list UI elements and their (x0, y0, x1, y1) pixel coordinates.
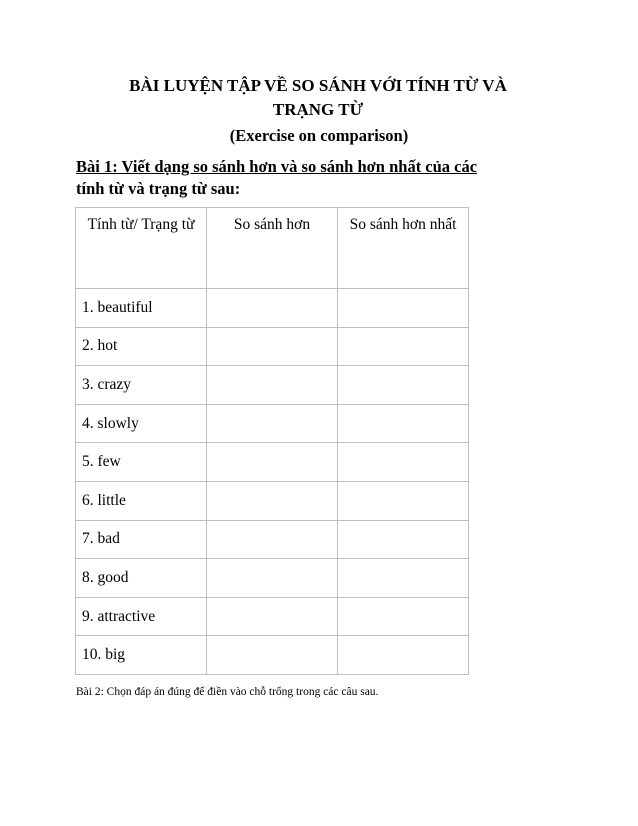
exercise-1-heading (76, 156, 546, 200)
page-title (78, 74, 558, 122)
word-cell: 5. few (76, 443, 207, 482)
title-line-2: TRẠNG TỪ (272, 100, 364, 119)
comparative-cell[interactable] (207, 636, 338, 675)
word-cell: 1. beautiful (76, 289, 207, 328)
word-cell: 8. good (76, 559, 207, 598)
table-row (76, 597, 469, 636)
word-cell: 4. slowly (76, 404, 207, 443)
exercise-1-line-2: tính từ và trạng từ sau: (76, 179, 241, 198)
word-cell: 7. bad (76, 520, 207, 559)
word-cell: 6. little (76, 481, 207, 520)
table-row (76, 559, 469, 598)
header-superlative: So sánh hơn nhất (338, 208, 469, 289)
comparative-cell[interactable] (207, 404, 338, 443)
comparative-cell[interactable] (207, 559, 338, 598)
comparative-cell[interactable] (207, 481, 338, 520)
comparative-cell[interactable] (207, 289, 338, 328)
superlative-cell[interactable] (338, 327, 469, 366)
superlative-cell[interactable] (338, 597, 469, 636)
header-adjective: Tính từ/ Trạng từ (76, 208, 207, 289)
table-row (76, 366, 469, 405)
comparative-cell[interactable] (207, 443, 338, 482)
comparison-table (75, 207, 469, 675)
comparative-cell[interactable] (207, 366, 338, 405)
superlative-cell[interactable] (338, 520, 469, 559)
word-cell: 3. crazy (76, 366, 207, 405)
table-row (76, 520, 469, 559)
table-row (76, 404, 469, 443)
table-row (76, 289, 469, 328)
exercise-2-heading: Bài 2: Chọn đáp án đúng để điền vào chỗ trống trong các câu sau. (76, 686, 379, 698)
comparative-cell[interactable] (207, 597, 338, 636)
table-row (76, 443, 469, 482)
exercise-1-line-1: Bài 1: Viết dạng so sánh hơn và so sánh hơn nhất của các (76, 157, 478, 176)
superlative-cell[interactable] (338, 366, 469, 405)
word-cell: 9. attractive (76, 597, 207, 636)
comparative-cell[interactable] (207, 327, 338, 366)
superlative-cell[interactable] (338, 559, 469, 598)
word-cell: 10. big (76, 636, 207, 675)
superlative-cell[interactable] (338, 481, 469, 520)
superlative-cell[interactable] (338, 404, 469, 443)
subtitle: (Exercise on comparison) (229, 126, 409, 145)
table-row (76, 636, 469, 675)
word-cell: 2. hot (76, 327, 207, 366)
header-comparative: So sánh hơn (207, 208, 338, 289)
title-line-1: BÀI LUYỆN TẬP VỀ SO SÁNH VỚI TÍNH TỪ VÀ (129, 76, 507, 95)
superlative-cell[interactable] (338, 289, 469, 328)
table-row (76, 481, 469, 520)
superlative-cell[interactable] (338, 636, 469, 675)
table-row (76, 327, 469, 366)
comparative-cell[interactable] (207, 520, 338, 559)
superlative-cell[interactable] (338, 443, 469, 482)
